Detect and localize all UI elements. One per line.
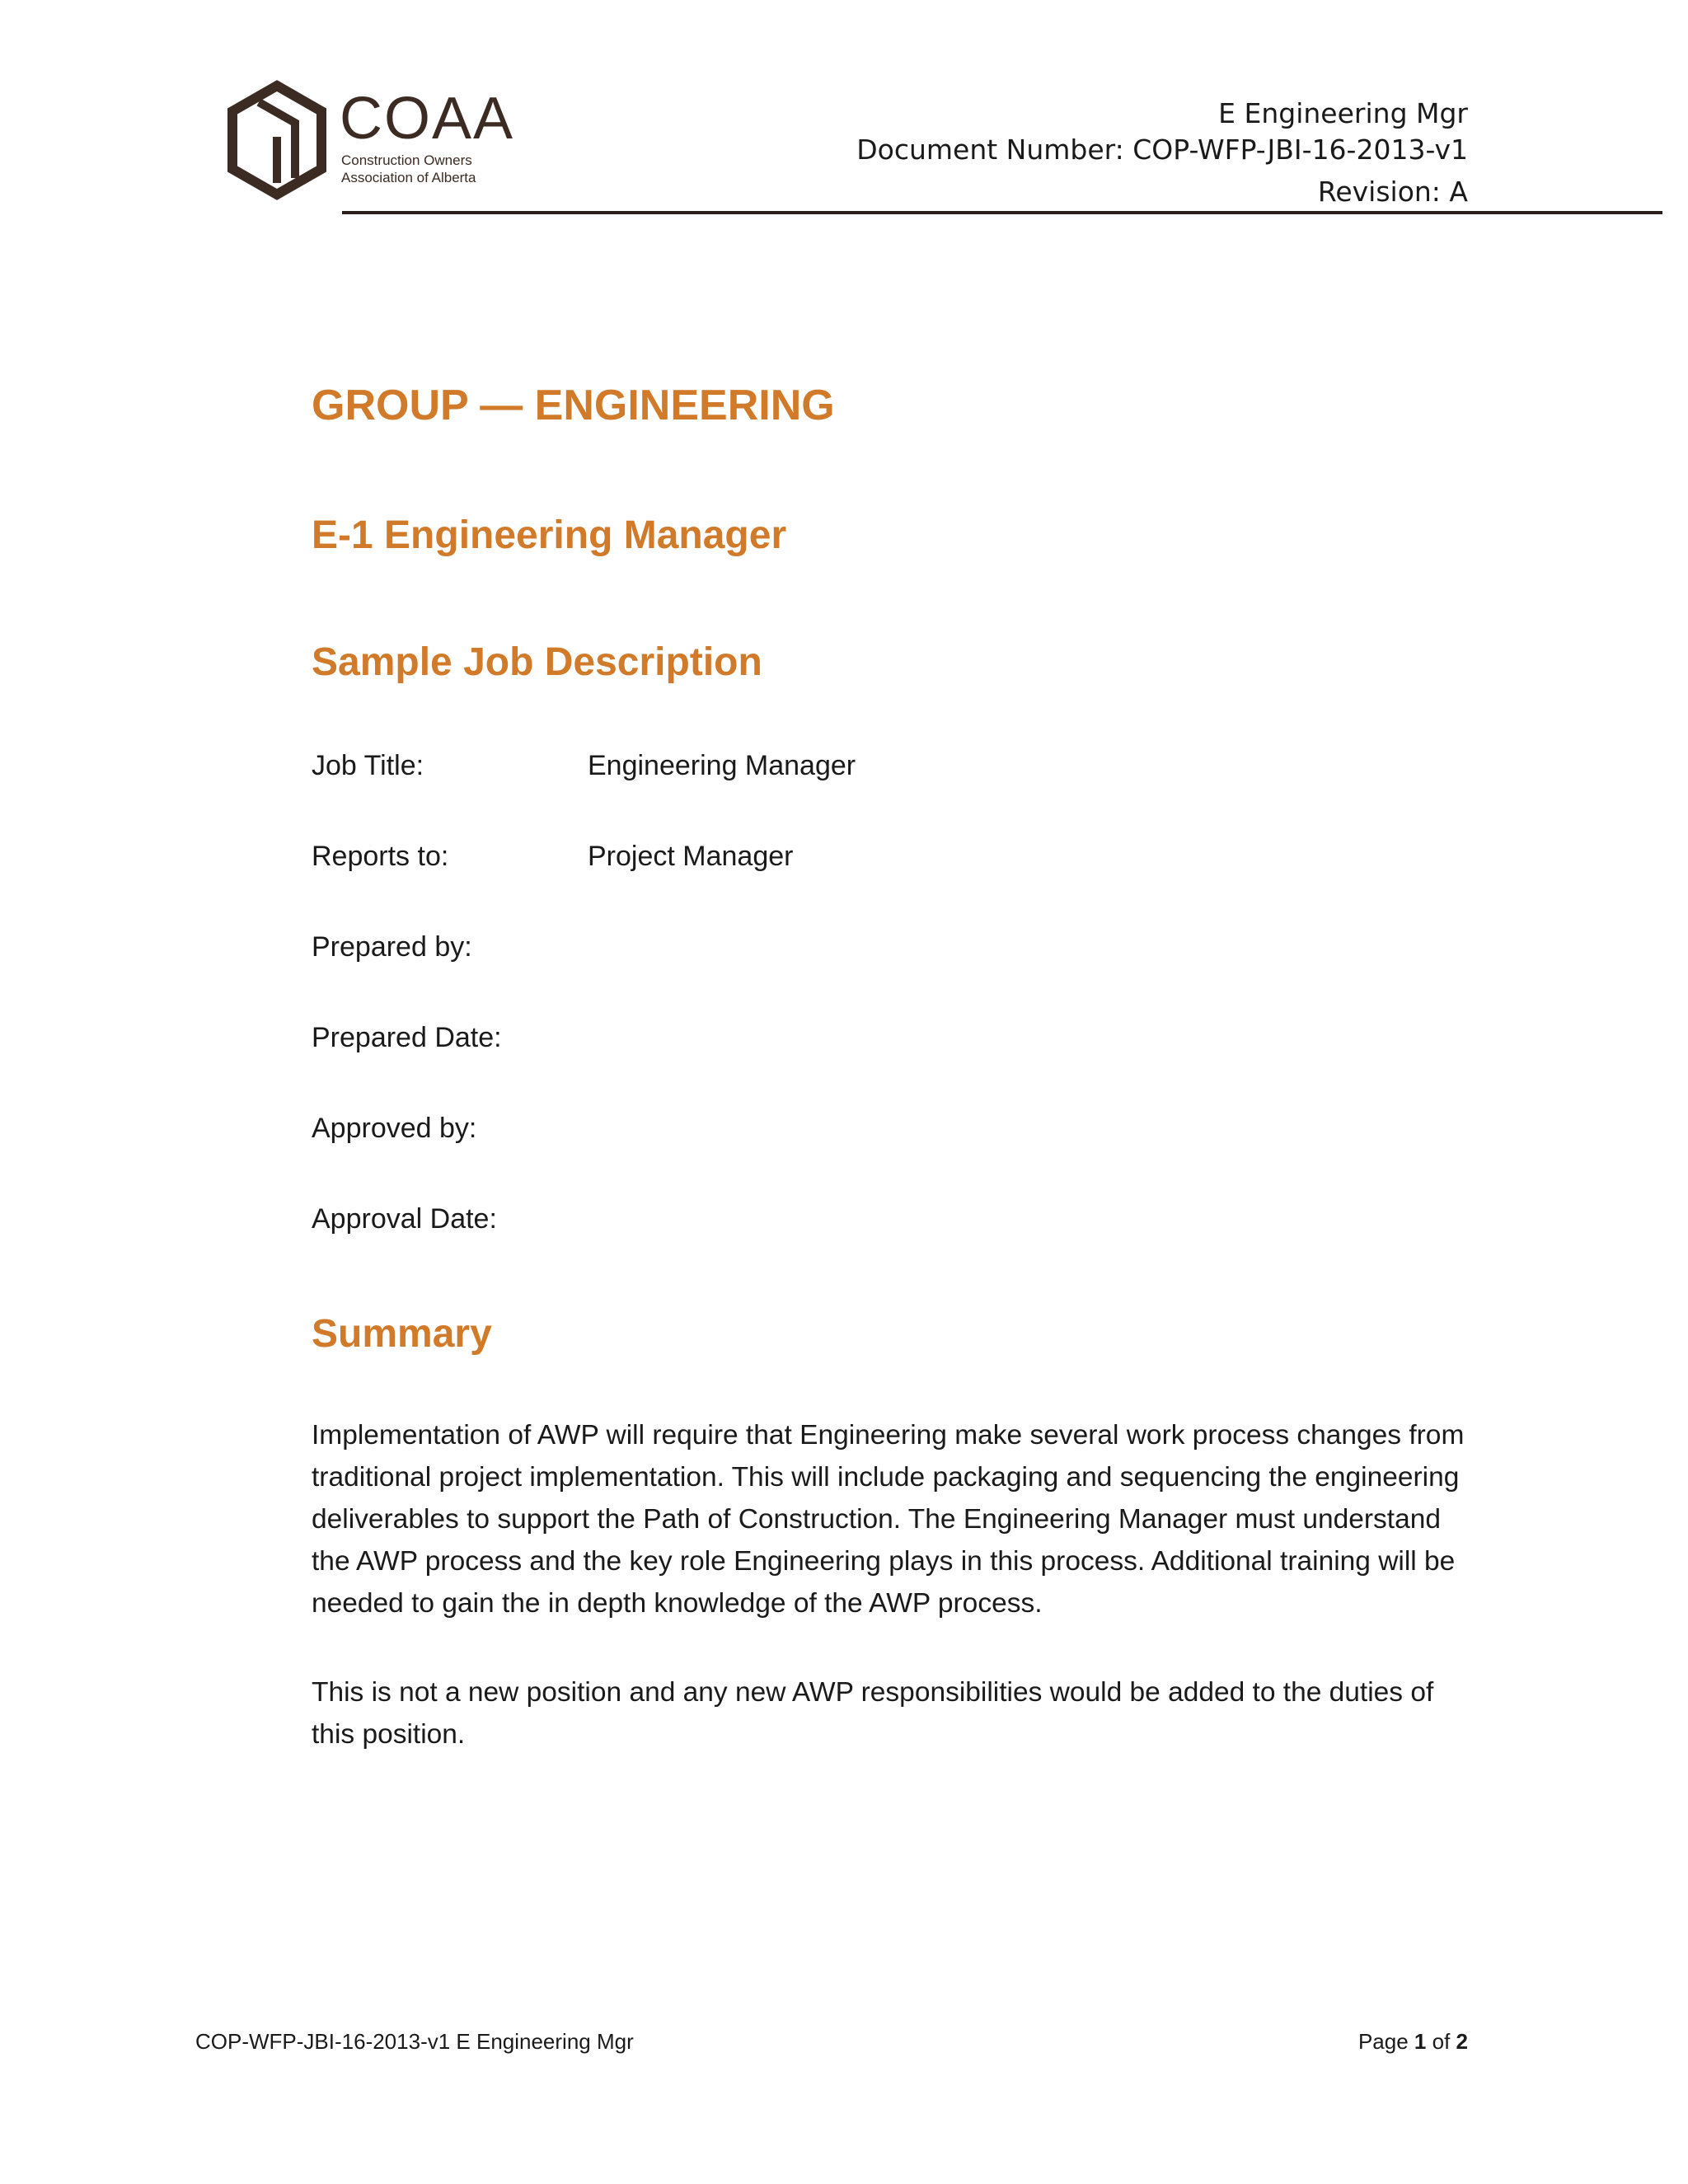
summary-paragraph: This is not a new position and any new AWP responsibilities would be added to the duties of this position. [312, 1677, 1434, 1750]
field-label-reports-to: Reports to: [312, 841, 449, 872]
footer-page-number [1358, 2029, 1468, 2055]
field-label-job-title: Job Title: [312, 750, 424, 781]
footer-page-current: 1 [1414, 2029, 1427, 2054]
footer-page-of: of [1432, 2029, 1451, 2054]
field-label-prepared-date: Prepared Date: [312, 1022, 502, 1053]
header-doc-title: E Engineering Mgr [1218, 97, 1468, 129]
header-document-number: Document Number: COP-WFP-JBI-16-2013-v1 [856, 134, 1468, 166]
footer-document-reference: COP-WFP-JBI-16-2013-v1 E Engineering Mgr [195, 2029, 634, 2054]
field-value-job-title: Engineering Manager [588, 750, 856, 781]
summary-paragraph: Implementation of AWP will require that Engineering make several work process changes from traditional project implementation. This will include packaging and sequencing the engineering deliverables to support the Path of Construction. The Engineering Manager must understand the AWP process and the key role Engineering plays in this process. Additional training will be needed to gain the in depth knowledge of the AWP process. [312, 1420, 1465, 1619]
header-divider [342, 211, 1662, 214]
header-revision: Revision: A [1317, 176, 1468, 208]
footer-page-total: 2 [1456, 2029, 1468, 2054]
logo-subline-1: Construction Owners [341, 152, 472, 168]
sample-job-description-heading: Sample Job Description [312, 640, 762, 684]
field-value-reports-to: Project Manager [588, 841, 794, 872]
logo-wordmark: COAA [340, 86, 515, 152]
field-label-approved-by: Approved by: [312, 1113, 477, 1144]
field-label-approval-date: Approval Date: [312, 1203, 497, 1235]
summary-heading: Summary [312, 1312, 492, 1356]
role-heading: E-1 Engineering Manager [312, 513, 787, 557]
footer-page-prefix: Page [1357, 2029, 1409, 2054]
coaa-logo-hexagon-icon [223, 79, 331, 201]
logo-subline-2: Association of Alberta [341, 170, 476, 185]
group-heading: GROUP — ENGINEERING [312, 382, 835, 429]
field-label-prepared-by: Prepared by: [312, 931, 472, 963]
